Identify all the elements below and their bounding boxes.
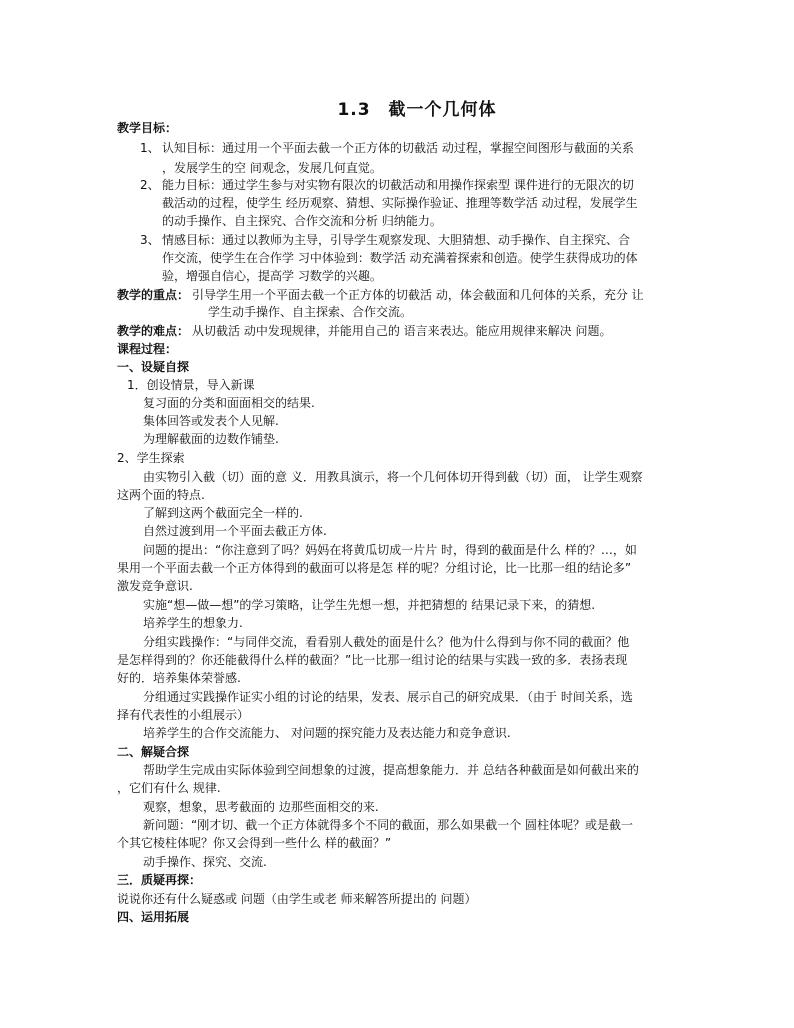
goal-3-line-2: 作交流，使学生在合作学 习中体验到：数学活 动充满着探索和创造。使学生获得成功的体: [162, 251, 638, 265]
goal-3-line-1: 情感目标：通过以教师为主导，引导学生观察发现、大胆猜想、动手操作、自主探究、合: [162, 233, 631, 247]
section-2-para: 帮助学生完成由实际体验到空间想象的过渡，提高想象能力．并 总结各种截面是如何截出来的: [143, 763, 639, 777]
section-1-para: 为理解截面的边数作铺垫.: [143, 432, 279, 446]
section-3-heading: 三．质疑再探：: [117, 873, 202, 887]
section-3-para: 说说你还有什么疑惑或 问题（由学生或老 师来解答所提出的 问题）: [117, 892, 477, 906]
section-4-heading: 四、运用拓展: [117, 910, 190, 924]
goal-3-number: 3、: [140, 233, 160, 247]
goal-2-line-2: 截活动的过程，使学生 经历观察、猜想、实际操作验证、推理等数学活 动过程，发展学生: [162, 196, 638, 210]
section-1-para: 果用一个平面去截一个正方体得到的截面可以将是怎 样的呢？分组讨论，比一比那一组的结论多”: [117, 561, 632, 575]
section-1-para: 培养学生的合作交流能力、 对问题的探究能力及表达能力和竞争意识.: [143, 726, 511, 740]
goal-3-line-3: 验，增强自信心，提高学 习数学的兴趣。: [162, 269, 382, 283]
section-1-sub-2: 2、学生探索: [117, 451, 185, 465]
key-points-line-2: 学生动手操作、自主探索、合作交流。: [208, 305, 413, 319]
section-2-para: 新问题：“刚才切、截一个正方体就得多个不同的截面，那么如果截一个 圆柱体呢？或是截一: [143, 818, 634, 832]
key-points-line-1: 引导学生用一个平面去截一个正方体的切截活 动，体会截面和几何体的关系，充分 让: [192, 288, 644, 302]
goals-heading: 教学目标：: [117, 121, 178, 135]
document-title: 1.3 截一个几何体: [337, 100, 497, 120]
difficulty-text: 从切截活 动中发现规律，并能用自己的 语言来表达。能应用规律来解决 问题。: [192, 324, 612, 338]
section-1-para: 择有代表性的小组展示）: [117, 708, 250, 722]
goal-1-line-1: 认知目标：通过用一个平面去截一个正方体的切截活 动过程，掌握空间图形与截面的关系: [162, 141, 634, 155]
section-1-para: 了解到这两个截面完全一样的.: [143, 506, 303, 520]
section-2-para: 观察，想象，思考截面的 边那些面相交的来.: [143, 800, 379, 814]
goal-1-line-2: ，发展学生的空 间观念，发展几何直觉。: [162, 161, 382, 175]
section-2-para: 个其它棱柱体呢？你又会得到一些什么 样的截面？”: [117, 836, 392, 850]
section-2-heading: 二、解疑合探: [117, 745, 190, 759]
section-1-para: 分组实践操作：“与同伴交流，看看别人截处的面是什么？他为什么得到与你不同的截面？他: [143, 635, 630, 649]
section-1-sub-1: 1．创设情景，导入新课: [127, 378, 255, 392]
section-1-para: 复习面的分类和面面相交的结果.: [143, 396, 315, 410]
section-1-para: 好的．培养集体荣誉感.: [117, 671, 241, 685]
section-1-para: 这两个面的特点.: [117, 488, 205, 502]
key-points-label: 教学的重点：: [117, 288, 190, 302]
section-1-para: 是怎样得到的？你还能截得什么样的截面？”比一比那一组讨论的结果与实践一致的多．表扬表现: [117, 653, 628, 667]
section-1-para: 培养学生的想象力.: [143, 616, 243, 630]
section-1-para: 由实物引入截（切）面的意 义．用教具演示，将一个几何体切开得到截（切）面， 让学生观察: [143, 470, 643, 484]
section-1-para: 分组通过实践操作证实小组的讨论的结果，发表、展示自己的研究成果．（由于 时间关系，选: [143, 690, 633, 704]
section-1-para: 集体回答或发表个人见解.: [143, 414, 279, 428]
section-1-para: 自然过渡到用一个平面去截正方体.: [143, 524, 327, 538]
section-2-para: ，它们有什么 规律.: [117, 781, 221, 795]
section-1-para: 问题的提出：“你注意到了吗？妈妈在将黄瓜切成一片片 时，得到的截面是什么 样的？…，如: [143, 543, 637, 557]
goal-1-number: 1、: [140, 141, 160, 155]
section-2-para: 动手操作、探究、交流.: [143, 855, 267, 869]
section-1-para: 激发竞争意识.: [117, 579, 193, 593]
goal-2-number: 2、: [140, 178, 160, 192]
goal-2-line-3: 的动手操作、自主探究、合作交流和分析 归纳能力。: [162, 214, 442, 228]
goal-2-line-1: 能力目标：通过学生参与对实物有限次的切截活动和用操作探索型 课件进行的无限次的切: [162, 178, 634, 192]
section-1-heading: 一、设疑自探: [117, 360, 190, 374]
section-1-para: 实施“想—做—想”的学习策略，让学生先想一想，并把猜想的 结果记录下来，的猜想.: [143, 598, 596, 612]
difficulty-label: 教学的难点：: [117, 324, 190, 338]
process-heading: 课程过程：: [117, 342, 178, 356]
